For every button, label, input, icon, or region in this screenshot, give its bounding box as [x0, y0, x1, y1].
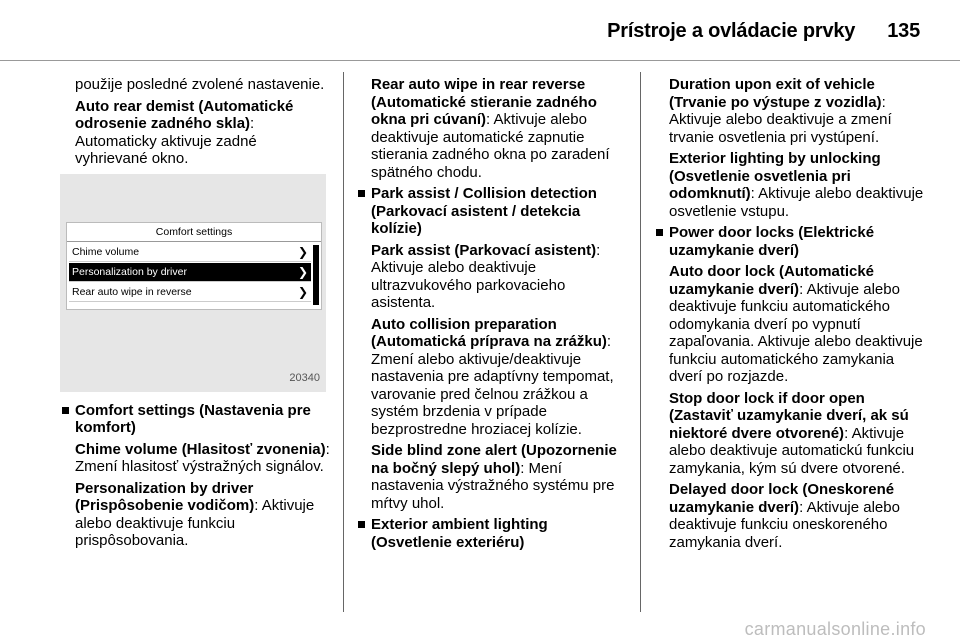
term: Chime volume (Hlasitosť zvonenia)	[75, 440, 326, 458]
term: Delayed door lock (Oneskorené uzamykanie dverí)	[669, 481, 895, 516]
paragraph	[358, 316, 628, 439]
term-description: : Automaticky aktivuje zadné vyhrievané okno.	[75, 115, 257, 167]
paragraph	[358, 242, 628, 312]
paragraph	[358, 76, 628, 181]
term-description: : Aktivuje alebo deaktivuje funkciu oneskoreného zamykania dverí.	[669, 498, 900, 551]
screen-title: Comfort settings	[67, 223, 321, 242]
bullet-heading: Comfort settings (Nastavenia pre komfort)	[62, 402, 330, 437]
menu-row-chime-volume	[69, 243, 311, 262]
term: Personalization by driver (Prispôsobenie vodičom)	[75, 479, 255, 514]
page-header	[607, 20, 920, 43]
chevron-right-icon: ❯	[297, 264, 308, 279]
paragraph	[62, 441, 330, 476]
term: Park assist (Parkovací asistent)	[371, 241, 597, 259]
column-1	[62, 76, 330, 554]
menu-row-personalization	[69, 263, 311, 282]
term-description: : Aktivuje alebo deaktivuje automatické zapnutie stierania zadného okna po zaradení spätného chodu.	[371, 111, 610, 181]
column-3	[656, 76, 926, 555]
term: Duration upon exit of vehicle (Trvanie po výstupe z vozidla)	[669, 76, 882, 111]
menu-row-label: Personalization by driver	[72, 265, 187, 278]
paragraph	[656, 481, 926, 551]
term: Exterior lighting by unlocking (Osvetlenie osvetlenia pri odomknutí)	[669, 150, 881, 202]
scrollbar	[313, 245, 319, 305]
page-title: Prístroje a ovládacie prvky	[607, 20, 856, 42]
paragraph	[62, 480, 330, 550]
menu-row-label: Chime volume	[72, 245, 140, 258]
paragraph	[656, 263, 926, 386]
term-description: : Zmení alebo aktivuje/deaktivuje nastavenia pre adaptívny tempomat, varovanie pred čelnou zrážkou a systém brzdenia v prípade bezprostredne hroziacej kolízie.	[371, 333, 614, 438]
term: Auto collision preparation (Automatická príprava na zrážku)	[371, 315, 607, 350]
display-screen	[66, 222, 322, 310]
paragraph	[358, 442, 628, 512]
term-description: : Aktivuje alebo deaktivuje ultrazvukového parkovacieho asistenta.	[371, 241, 601, 311]
paragraph	[656, 150, 926, 220]
figure-number: 20340	[289, 372, 320, 384]
figure-comfort-settings	[60, 174, 326, 392]
paragraph	[62, 98, 330, 168]
page-number: 135	[887, 20, 920, 42]
term-description: : Aktivuje alebo deaktivuje automatickú funkciu zamykania, kým sú dvere otvorené.	[669, 424, 915, 477]
column-divider-1	[343, 72, 344, 612]
bullet-heading: Exterior ambient lighting (Osvetlenie exteriéru)	[358, 516, 628, 551]
menu-row-rear-wipe	[69, 283, 311, 302]
term: Side blind zone alert (Upozornenie na bočný slepý uhol)	[371, 442, 617, 477]
bullet-heading: Power door locks (Elektrické uzamykanie dverí)	[656, 224, 926, 259]
term-description: : Aktivuje alebo deaktivuje funkciu prispôsobovania.	[75, 497, 315, 549]
term-description: : Aktivuje alebo deaktivuje a zmení trvanie osvetlenia pri vystúpení.	[669, 93, 892, 146]
chevron-right-icon: ❯	[297, 284, 308, 299]
paragraph: použije posledné zvolené nastavenie.	[75, 76, 325, 93]
term: Auto door lock (Automatické uzamykanie dverí)	[669, 263, 875, 298]
chevron-right-icon: ❯	[297, 244, 308, 259]
paragraph	[656, 76, 926, 146]
watermark: carmanualsonline.info	[744, 619, 926, 639]
term: Rear auto wipe in rear reverse (Automatické stieranie zadného okna pri cúvaní)	[371, 76, 597, 128]
bullet-heading: Park assist / Collision detection (Parkovací asistent / detekcia kolízie)	[358, 185, 628, 238]
term-description: : Zmení hlasitosť výstražných signálov.	[75, 440, 330, 475]
term: Auto rear demist (Automatické odrosenie zadného skla)	[75, 97, 294, 132]
paragraph	[656, 390, 926, 478]
term: Stop door lock if door open (Zastaviť uzamykanie dverí, ak sú niektoré dvere otvorené)	[669, 389, 909, 442]
term-description: : Aktivuje alebo deaktivuje osvetlenie vstupu.	[669, 185, 924, 220]
menu-row-label: Rear auto wipe in reverse	[72, 285, 192, 298]
term-description: : Aktivuje alebo deaktivuje funkciu automatického odomykania dverí po vypnutí zapaľovania. Aktivuje alebo deaktivuje funkciu automatického zamykania dverí po rozjazde.	[669, 280, 923, 385]
column-divider-2	[640, 72, 641, 612]
column-2	[358, 76, 628, 555]
header-divider	[0, 60, 960, 61]
term-description: : Mení nastavenia výstražného systému pre mŕtvy uhol.	[371, 459, 615, 512]
